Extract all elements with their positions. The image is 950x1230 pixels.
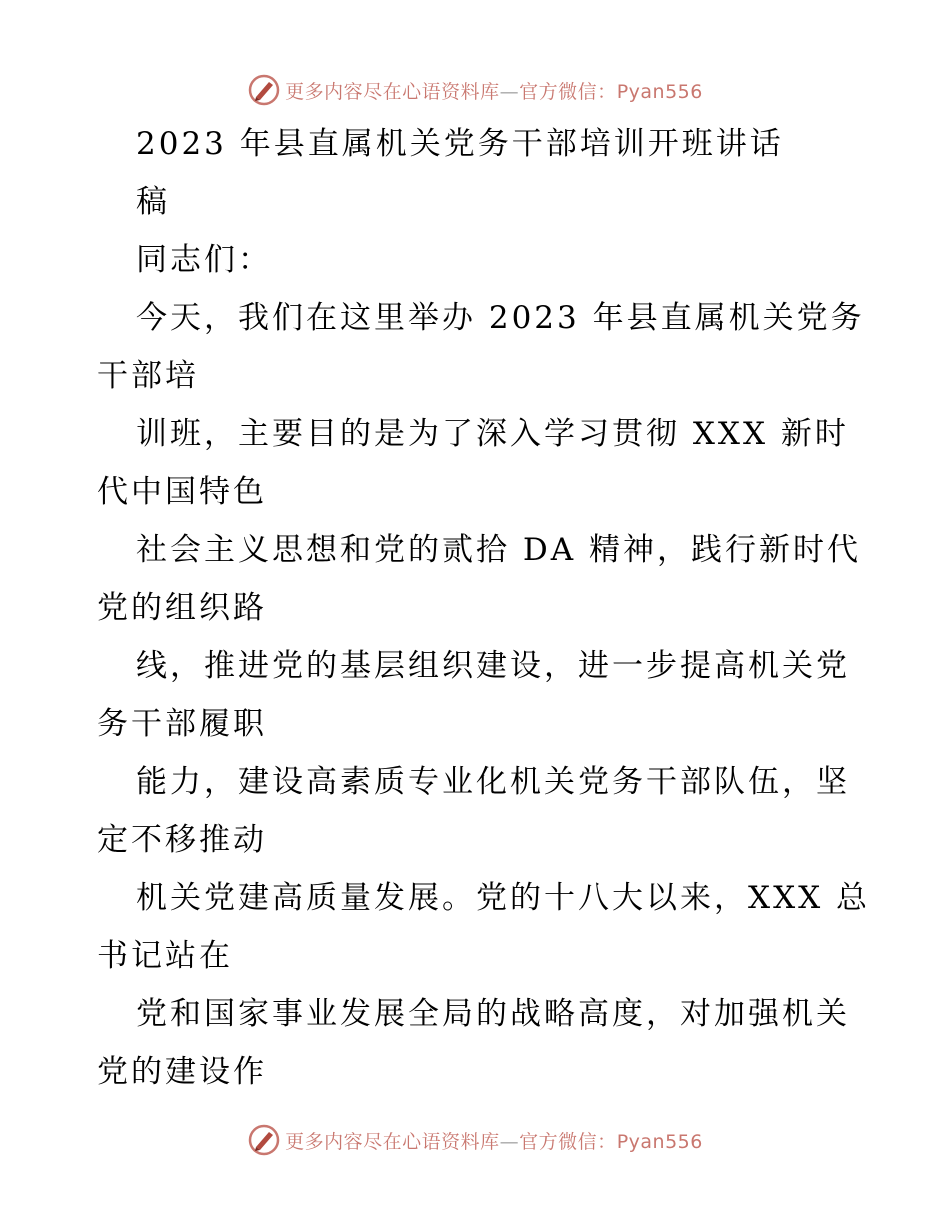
document-body	[0, 115, 950, 1101]
text-line: 稿	[136, 184, 170, 220]
logo-icon	[247, 1123, 281, 1157]
watermark-separator: —	[499, 1130, 520, 1153]
logo-icon	[247, 73, 281, 107]
watermark-main: 更多内容尽在心语资料库	[285, 80, 500, 103]
watermark-account: Pyan556	[616, 80, 703, 103]
watermark-banner-top	[0, 70, 950, 110]
text-line: 今天，我们在这里举办 2023 年县直属机关党务	[136, 300, 865, 336]
text-line: 干部培	[97, 358, 199, 394]
text-line: 机关党建高质量发展。党的十八大以来，XXX 总	[136, 880, 871, 916]
watermark-label: 官方微信：	[519, 1130, 617, 1153]
watermark-label: 官方微信：	[519, 80, 617, 103]
text-line: 定不移推动	[97, 822, 267, 858]
text-line: 代中国特色	[97, 474, 267, 510]
text-line: 党的组织路	[97, 590, 267, 626]
text-line: 线，推进党的基层组织建设，进一步提高机关党	[136, 648, 850, 684]
watermark-main: 更多内容尽在心语资料库	[285, 1130, 500, 1153]
text-line: 训班，主要目的是为了深入学习贯彻 XXX 新时	[136, 416, 849, 452]
text-line: 同志们：	[136, 242, 272, 278]
text-line: 能力，建设高素质专业化机关党务干部队伍，坚	[136, 764, 850, 800]
text-line: 党的建设作	[97, 1054, 267, 1090]
text-line: 党和国家事业发展全局的战略高度，对加强机关	[136, 996, 850, 1032]
watermark-account: Pyan556	[616, 1130, 703, 1153]
text-line: 务干部履职	[97, 706, 267, 742]
text-line: 2023 年县直属机关党务干部培训开班讲话	[136, 126, 784, 162]
watermark-text	[285, 77, 703, 104]
text-line: 书记站在	[97, 938, 233, 974]
text-line: 社会主义思想和党的贰拾 DA 精神，践行新时代	[136, 532, 861, 568]
watermark-banner-bottom	[0, 1120, 950, 1160]
watermark-text	[285, 1127, 703, 1154]
watermark-separator: —	[499, 80, 520, 103]
